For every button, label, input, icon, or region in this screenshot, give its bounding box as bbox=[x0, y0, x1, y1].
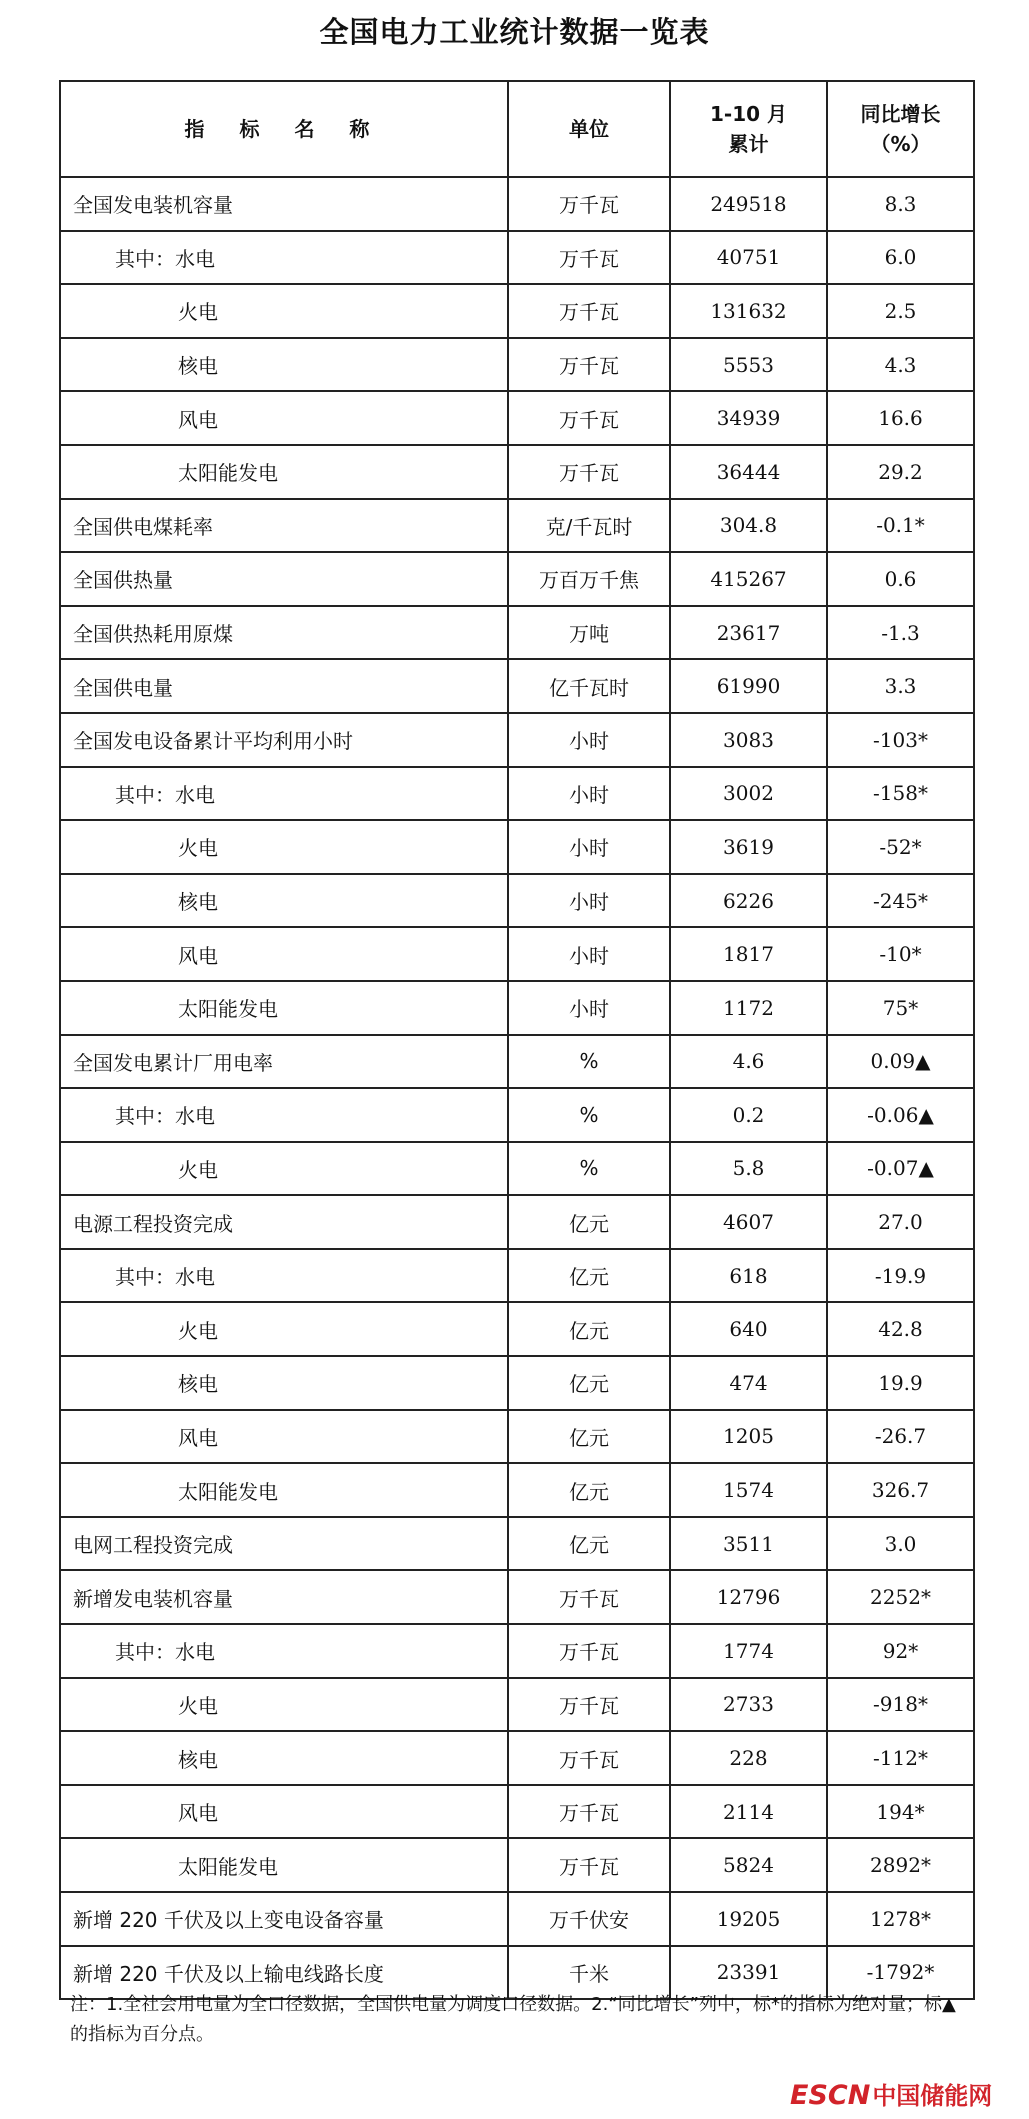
indicator-name: 全国供热量 bbox=[60, 552, 508, 606]
indicator-name: 太阳能发电 bbox=[60, 1463, 508, 1517]
unit-cell: 克/千瓦时 bbox=[508, 499, 670, 553]
indicator-name: 其中：水电 bbox=[60, 1249, 508, 1303]
yoy-growth: 3.3 bbox=[827, 659, 974, 713]
yoy-growth: -52* bbox=[827, 820, 974, 874]
unit-cell: 小时 bbox=[508, 820, 670, 874]
unit-cell: % bbox=[508, 1035, 670, 1089]
cumulative-value: 618 bbox=[670, 1249, 827, 1303]
table-row bbox=[60, 1892, 974, 1946]
indicator-name: 火电 bbox=[60, 284, 508, 338]
yoy-growth: -245* bbox=[827, 874, 974, 928]
cumulative-value: 1774 bbox=[670, 1624, 827, 1678]
unit-cell: % bbox=[508, 1142, 670, 1196]
cumulative-value: 40751 bbox=[670, 231, 827, 285]
header-unit: 单位 bbox=[508, 81, 670, 177]
yoy-growth: 19.9 bbox=[827, 1356, 974, 1410]
indicator-name: 电源工程投资完成 bbox=[60, 1195, 508, 1249]
header-cumulative-line2: 累计 bbox=[728, 132, 769, 156]
unit-cell: 亿千瓦时 bbox=[508, 659, 670, 713]
yoy-growth: -1.3 bbox=[827, 606, 974, 660]
yoy-growth: -19.9 bbox=[827, 1249, 974, 1303]
table-row bbox=[60, 1356, 974, 1410]
table-row bbox=[60, 499, 974, 553]
table-row bbox=[60, 1142, 974, 1196]
table-row bbox=[60, 1731, 974, 1785]
unit-cell: 万千瓦 bbox=[508, 177, 670, 231]
cumulative-value: 5553 bbox=[670, 338, 827, 392]
cumulative-value: 23617 bbox=[670, 606, 827, 660]
cumulative-value: 131632 bbox=[670, 284, 827, 338]
cumulative-value: 19205 bbox=[670, 1892, 827, 1946]
indicator-name: 风电 bbox=[60, 391, 508, 445]
cumulative-value: 34939 bbox=[670, 391, 827, 445]
yoy-growth: 6.0 bbox=[827, 231, 974, 285]
escn-logo bbox=[790, 2078, 992, 2114]
yoy-growth: 42.8 bbox=[827, 1302, 974, 1356]
unit-cell: 万千瓦 bbox=[508, 1785, 670, 1839]
indicator-name: 风电 bbox=[60, 927, 508, 981]
yoy-growth: 27.0 bbox=[827, 1195, 974, 1249]
cumulative-value: 1205 bbox=[670, 1410, 827, 1464]
table-body bbox=[60, 177, 974, 1999]
yoy-growth: 2.5 bbox=[827, 284, 974, 338]
statistics-table bbox=[59, 80, 975, 2000]
indicator-name: 其中：水电 bbox=[60, 767, 508, 821]
unit-cell: 万百万千焦 bbox=[508, 552, 670, 606]
unit-cell: 亿元 bbox=[508, 1249, 670, 1303]
indicator-name: 太阳能发电 bbox=[60, 981, 508, 1035]
indicator-name: 火电 bbox=[60, 1678, 508, 1732]
unit-cell: 万千瓦 bbox=[508, 1731, 670, 1785]
unit-cell: 亿元 bbox=[508, 1463, 670, 1517]
table-row bbox=[60, 1463, 974, 1517]
table-row bbox=[60, 874, 974, 928]
cumulative-value: 3619 bbox=[670, 820, 827, 874]
table-row bbox=[60, 552, 974, 606]
table-row bbox=[60, 1624, 974, 1678]
cumulative-value: 640 bbox=[670, 1302, 827, 1356]
indicator-name: 全国供电煤耗率 bbox=[60, 499, 508, 553]
indicator-name: 核电 bbox=[60, 1731, 508, 1785]
unit-cell: 万千瓦 bbox=[508, 1624, 670, 1678]
cumulative-value: 36444 bbox=[670, 445, 827, 499]
table-row bbox=[60, 1035, 974, 1089]
unit-cell: 亿元 bbox=[508, 1517, 670, 1571]
header-indicator-name: 指 标 名 称 bbox=[60, 81, 508, 177]
unit-cell: 小时 bbox=[508, 981, 670, 1035]
table-row bbox=[60, 820, 974, 874]
table-row bbox=[60, 713, 974, 767]
cumulative-value: 474 bbox=[670, 1356, 827, 1410]
cumulative-value: 249518 bbox=[670, 177, 827, 231]
unit-cell: 万千伏安 bbox=[508, 1892, 670, 1946]
yoy-growth: 194* bbox=[827, 1785, 974, 1839]
unit-cell: 亿元 bbox=[508, 1302, 670, 1356]
table-row bbox=[60, 659, 974, 713]
yoy-growth: -158* bbox=[827, 767, 974, 821]
table-row bbox=[60, 1570, 974, 1624]
unit-cell: 万千瓦 bbox=[508, 1838, 670, 1892]
table-row bbox=[60, 1838, 974, 1892]
yoy-growth: 326.7 bbox=[827, 1463, 974, 1517]
table-row bbox=[60, 338, 974, 392]
cumulative-value: 23391 bbox=[670, 1946, 827, 2000]
yoy-growth: 75* bbox=[827, 981, 974, 1035]
table-row bbox=[60, 1302, 974, 1356]
unit-cell: 万千瓦 bbox=[508, 231, 670, 285]
yoy-growth: 3.0 bbox=[827, 1517, 974, 1571]
table-row bbox=[60, 1678, 974, 1732]
cumulative-value: 1574 bbox=[670, 1463, 827, 1517]
unit-cell: 小时 bbox=[508, 874, 670, 928]
indicator-name: 其中：水电 bbox=[60, 1624, 508, 1678]
cumulative-value: 3083 bbox=[670, 713, 827, 767]
unit-cell: 亿元 bbox=[508, 1410, 670, 1464]
indicator-name: 太阳能发电 bbox=[60, 445, 508, 499]
cumulative-value: 1817 bbox=[670, 927, 827, 981]
unit-cell: 小时 bbox=[508, 927, 670, 981]
indicator-name: 火电 bbox=[60, 820, 508, 874]
yoy-growth: -0.07▲ bbox=[827, 1142, 974, 1196]
cumulative-value: 228 bbox=[670, 1731, 827, 1785]
header-yoy-line2: （%） bbox=[870, 132, 931, 156]
unit-cell: % bbox=[508, 1088, 670, 1142]
cumulative-value: 5824 bbox=[670, 1838, 827, 1892]
cumulative-value: 3002 bbox=[670, 767, 827, 821]
yoy-growth: 2892* bbox=[827, 1838, 974, 1892]
yoy-growth: 29.2 bbox=[827, 445, 974, 499]
table-row bbox=[60, 231, 974, 285]
yoy-growth: 4.3 bbox=[827, 338, 974, 392]
yoy-growth: 0.09▲ bbox=[827, 1035, 974, 1089]
footnote: 注：1.全社会用电量为全口径数据，全国供电量为调度口径数据。2.“同比增长”列中，标*的指标为绝对量；标▲的指标为百分点。 bbox=[70, 1994, 956, 2045]
cumulative-value: 6226 bbox=[670, 874, 827, 928]
yoy-growth: -1792* bbox=[827, 1946, 974, 2000]
indicator-name: 全国发电装机容量 bbox=[60, 177, 508, 231]
table-row bbox=[60, 1785, 974, 1839]
cumulative-value: 2114 bbox=[670, 1785, 827, 1839]
yoy-growth: 8.3 bbox=[827, 177, 974, 231]
yoy-growth: -103* bbox=[827, 713, 974, 767]
unit-cell: 亿元 bbox=[508, 1356, 670, 1410]
cumulative-value: 2733 bbox=[670, 1678, 827, 1732]
table-row bbox=[60, 981, 974, 1035]
yoy-growth: 1278* bbox=[827, 1892, 974, 1946]
cumulative-value: 1172 bbox=[670, 981, 827, 1035]
table-row bbox=[60, 445, 974, 499]
yoy-growth: -112* bbox=[827, 1731, 974, 1785]
unit-cell: 万千瓦 bbox=[508, 1570, 670, 1624]
unit-cell: 万千瓦 bbox=[508, 445, 670, 499]
unit-cell: 万千瓦 bbox=[508, 338, 670, 392]
indicator-name: 其中：水电 bbox=[60, 231, 508, 285]
header-cumulative-line1: 1-10 月 bbox=[709, 102, 787, 126]
cumulative-value: 4607 bbox=[670, 1195, 827, 1249]
logo-latin-text: ESCN bbox=[790, 2080, 871, 2111]
unit-cell: 万吨 bbox=[508, 606, 670, 660]
indicator-name: 其中：水电 bbox=[60, 1088, 508, 1142]
yoy-growth: 92* bbox=[827, 1624, 974, 1678]
cumulative-value: 415267 bbox=[670, 552, 827, 606]
header-yoy bbox=[827, 81, 974, 177]
cumulative-value: 61990 bbox=[670, 659, 827, 713]
indicator-name: 全国发电设备累计平均利用小时 bbox=[60, 713, 508, 767]
table-row bbox=[60, 177, 974, 231]
yoy-growth: 2252* bbox=[827, 1570, 974, 1624]
indicator-name: 风电 bbox=[60, 1785, 508, 1839]
unit-cell: 亿元 bbox=[508, 1195, 670, 1249]
indicator-name: 火电 bbox=[60, 1142, 508, 1196]
indicator-name: 核电 bbox=[60, 338, 508, 392]
indicator-name: 核电 bbox=[60, 1356, 508, 1410]
cumulative-value: 4.6 bbox=[670, 1035, 827, 1089]
indicator-name: 新增发电装机容量 bbox=[60, 1570, 508, 1624]
unit-cell: 万千瓦 bbox=[508, 284, 670, 338]
table-row bbox=[60, 767, 974, 821]
table-row bbox=[60, 1410, 974, 1464]
table-row bbox=[60, 284, 974, 338]
indicator-name: 风电 bbox=[60, 1410, 508, 1464]
yoy-growth: -0.06▲ bbox=[827, 1088, 974, 1142]
table-header-row bbox=[60, 81, 974, 177]
unit-cell: 千米 bbox=[508, 1946, 670, 2000]
cumulative-value: 3511 bbox=[670, 1517, 827, 1571]
header-cumulative bbox=[670, 81, 827, 177]
cumulative-value: 12796 bbox=[670, 1570, 827, 1624]
unit-cell: 万千瓦 bbox=[508, 391, 670, 445]
indicator-name: 全国发电累计厂用电率 bbox=[60, 1035, 508, 1089]
table-row bbox=[60, 927, 974, 981]
indicator-name: 全国供热耗用原煤 bbox=[60, 606, 508, 660]
indicator-name: 核电 bbox=[60, 874, 508, 928]
cumulative-value: 304.8 bbox=[670, 499, 827, 553]
yoy-growth: -0.1* bbox=[827, 499, 974, 553]
logo-chinese-text: 中国储能网 bbox=[872, 2082, 993, 2110]
indicator-name: 新增 220 千伏及以上变电设备容量 bbox=[60, 1892, 508, 1946]
unit-cell: 万千瓦 bbox=[508, 1678, 670, 1732]
cumulative-value: 0.2 bbox=[670, 1088, 827, 1142]
page-title: 全国电力工业统计数据一览表 bbox=[319, 15, 710, 49]
yoy-growth: 0.6 bbox=[827, 552, 974, 606]
table-row bbox=[60, 1249, 974, 1303]
header-yoy-line1: 同比增长 bbox=[860, 102, 941, 126]
cumulative-value: 5.8 bbox=[670, 1142, 827, 1196]
yoy-growth: 16.6 bbox=[827, 391, 974, 445]
table-row bbox=[60, 391, 974, 445]
indicator-name: 太阳能发电 bbox=[60, 1838, 508, 1892]
indicator-name: 火电 bbox=[60, 1302, 508, 1356]
table-row bbox=[60, 1195, 974, 1249]
indicator-name: 全国供电量 bbox=[60, 659, 508, 713]
yoy-growth: -10* bbox=[827, 927, 974, 981]
unit-cell: 小时 bbox=[508, 713, 670, 767]
table-row bbox=[60, 1088, 974, 1142]
indicator-name: 电网工程投资完成 bbox=[60, 1517, 508, 1571]
unit-cell: 小时 bbox=[508, 767, 670, 821]
yoy-growth: -26.7 bbox=[827, 1410, 974, 1464]
indicator-name: 新增 220 千伏及以上输电线路长度 bbox=[60, 1946, 508, 2000]
table-row bbox=[60, 1517, 974, 1571]
table-row bbox=[60, 606, 974, 660]
yoy-growth: -918* bbox=[827, 1678, 974, 1732]
